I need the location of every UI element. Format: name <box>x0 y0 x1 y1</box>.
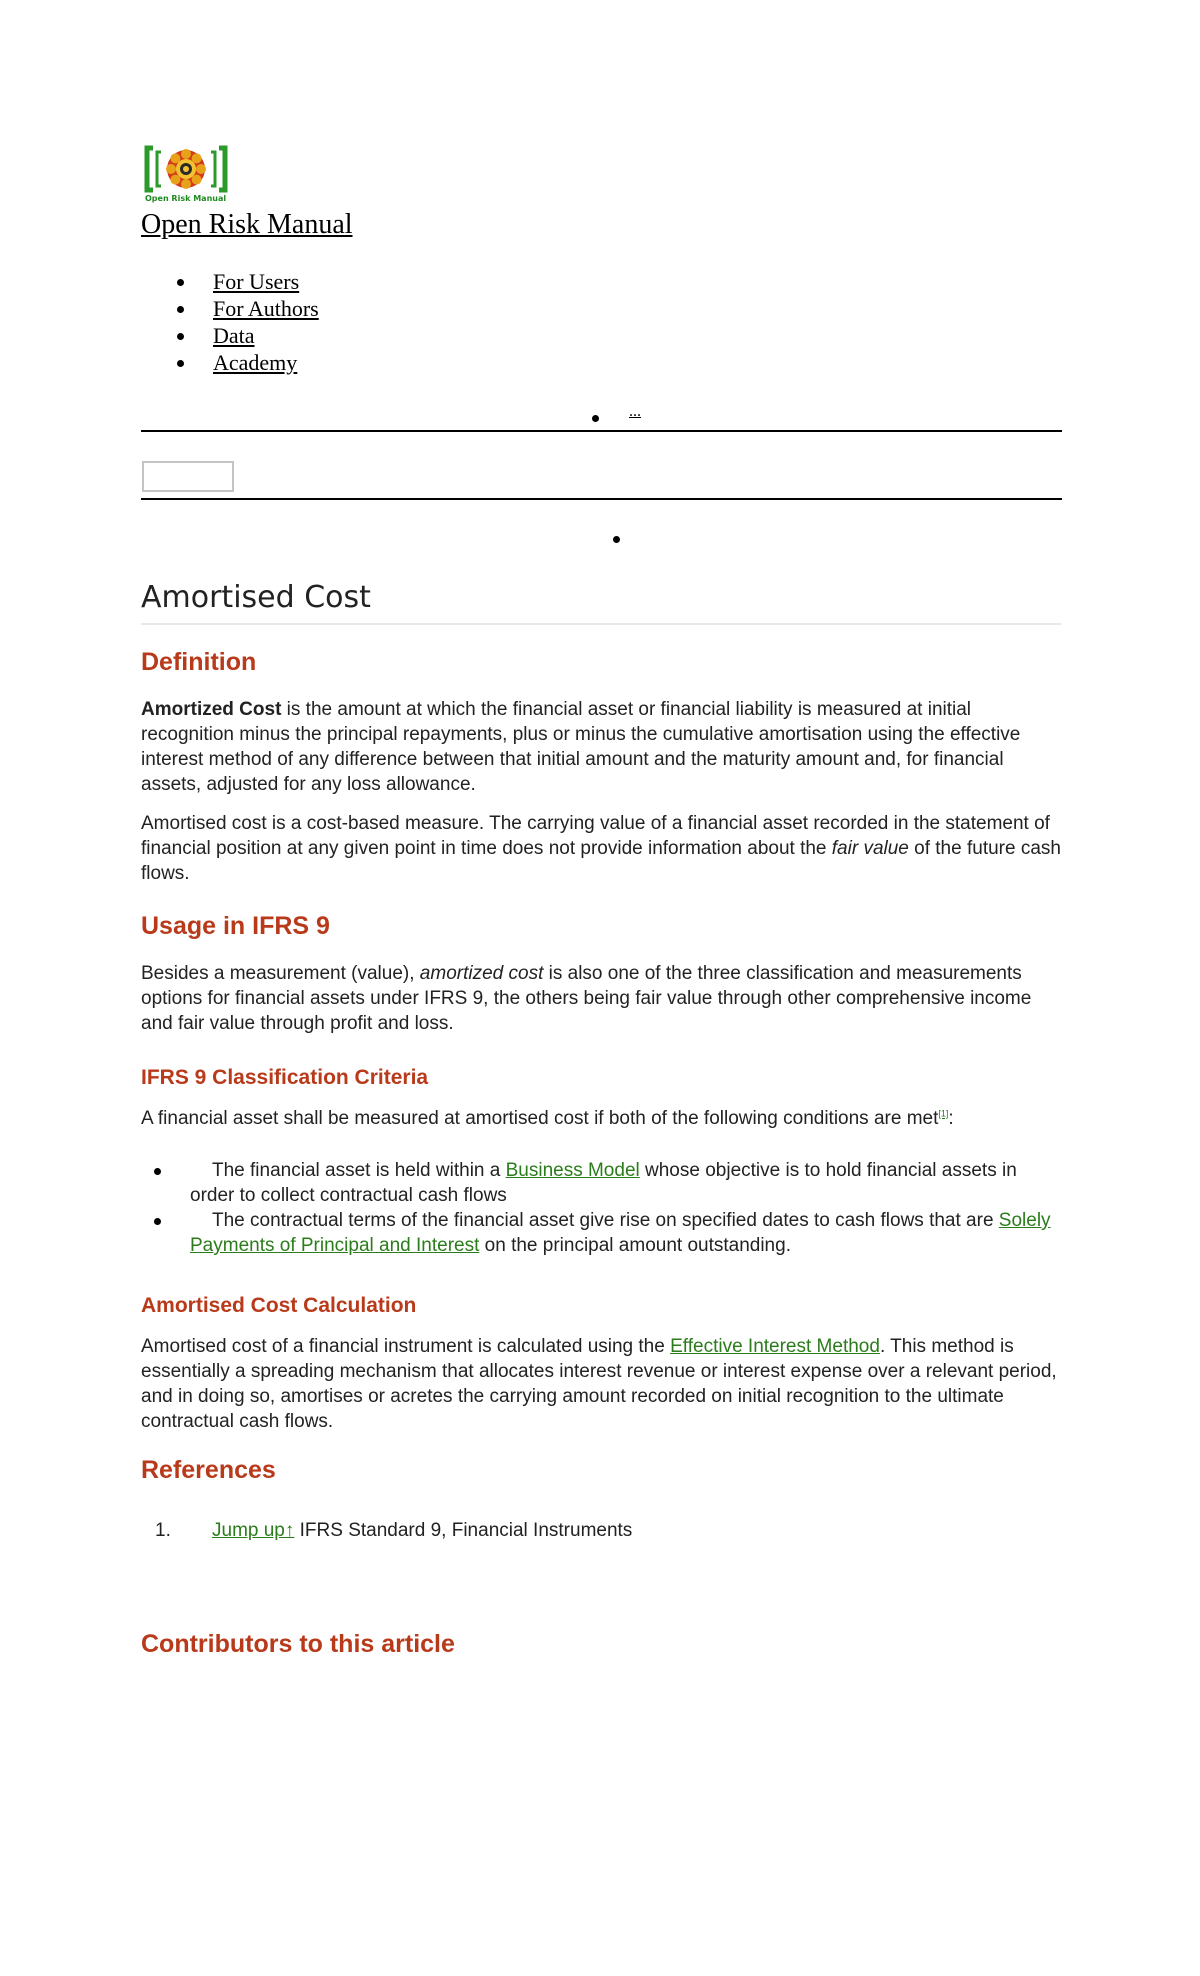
references-list <box>141 1518 1061 1543</box>
calculation-paragraph <box>141 1334 1061 1434</box>
nav-link-data[interactable]: Data <box>213 323 255 348</box>
site-logo[interactable] <box>141 142 231 208</box>
definition-term: Amortized Cost <box>141 699 282 720</box>
reference-1-link[interactable]: [1] <box>938 1108 949 1119</box>
criteria-list <box>141 1158 1061 1258</box>
business-model-link[interactable]: Business Model <box>505 1160 640 1181</box>
effective-interest-method-link[interactable]: Effective Interest Method <box>670 1336 880 1357</box>
definition-paragraph <box>141 697 1061 797</box>
nav-item-for-authors <box>141 295 319 322</box>
criteria-intro-end: : <box>948 1108 954 1129</box>
reference-number: 1. <box>155 1520 171 1541</box>
cost-measure-text-a: Amortised cost is a cost-based measure. The carrying value of a financial asset recorded in the statement of financial position at any given point in time does not provide information about the <box>141 813 1050 859</box>
cost-measure-paragraph <box>141 811 1061 886</box>
nav-link-for-authors[interactable]: For Authors <box>213 296 319 321</box>
criterion-1-text-b: whose objective is to hold financial assets in order to collect contractual cash flows <box>190 1160 1017 1206</box>
reference-text: IFRS Standard 9, Financial Instruments <box>294 1520 633 1541</box>
fair-value-term: fair value <box>831 838 909 859</box>
logo-emblem-icon <box>141 142 231 196</box>
more-menu-link[interactable]: ... <box>629 403 641 420</box>
heading-references: References <box>141 1456 276 1484</box>
criteria-intro-text: A financial asset shall be measured at amortised cost if both of the following conditions are met <box>141 1108 939 1129</box>
nav-item-academy <box>141 349 319 376</box>
divider-bottom <box>141 498 1062 500</box>
amortized-cost-term: amortized cost <box>419 963 544 984</box>
criterion-1-text-a: The financial asset is held within a <box>212 1160 506 1181</box>
list-item <box>141 1158 1061 1208</box>
divider-top <box>141 430 1062 432</box>
definition-text: is the amount at which the financial asset or financial liability is measured at initial recognition minus the principal repayments, plus or minus the cumulative amortisation using the effective interest method of any difference between that initial amount and the maturity amount and, for financial assets, adjusted for any loss allowance. <box>141 699 1021 795</box>
search-input[interactable] <box>142 461 234 492</box>
nav-item-data <box>141 322 319 349</box>
top-nav <box>141 268 319 376</box>
heading-definition: Definition <box>141 648 257 676</box>
heading-classification-criteria: IFRS 9 Classification Criteria <box>141 1066 429 1089</box>
criterion-2-text-a: The contractual terms of the financial asset give rise on specified dates to cash flows that are <box>212 1210 999 1231</box>
heading-usage: Usage in IFRS 9 <box>141 912 330 940</box>
site-title-link[interactable]: Open Risk Manual <box>141 209 353 240</box>
article-title: Amortised Cost <box>141 580 1061 625</box>
usage-text-b: is also one of the three classification and measurements options for financial assets under IFRS 9, the others being fair value through other comprehensive income and fair value through profit and loss. <box>141 963 1032 1034</box>
usage-text-a: Besides a measurement (value), <box>141 963 420 984</box>
heading-contributors: Contributors to this article <box>141 1630 455 1658</box>
more-bullet-icon <box>592 415 599 422</box>
heading-calculation: Amortised Cost Calculation <box>141 1294 417 1317</box>
nav-link-for-users[interactable]: For Users <box>213 269 300 294</box>
sppi-link[interactable]: Solely Payments of Principal and Interest <box>190 1210 1051 1256</box>
jump-up-link[interactable]: Jump up↑ <box>212 1520 295 1541</box>
criteria-intro <box>141 1106 1061 1131</box>
cost-measure-text-b: of the future cash flows. <box>141 838 1061 884</box>
list-item <box>141 1208 1061 1258</box>
menu-bullet-icon <box>613 536 620 543</box>
list-item <box>141 1518 1061 1543</box>
calculation-text-a: Amortised cost of a financial instrument is calculated using the <box>141 1336 671 1357</box>
calculation-text-b: . This method is essentially a spreading mechanism that allocates interest revenue or interest expense over a relevant period, and in doing so, amortises or acretes the carrying amount recorded on initial recognition to the ultimate contractual cash flows. <box>141 1336 1057 1432</box>
nav-link-academy[interactable]: Academy <box>213 350 298 375</box>
nav-item-for-users <box>141 268 319 295</box>
usage-paragraph <box>141 961 1061 1036</box>
criterion-2-text-b: on the principal amount outstanding. <box>479 1235 791 1256</box>
logo-caption: Open Risk Manual <box>145 194 227 203</box>
